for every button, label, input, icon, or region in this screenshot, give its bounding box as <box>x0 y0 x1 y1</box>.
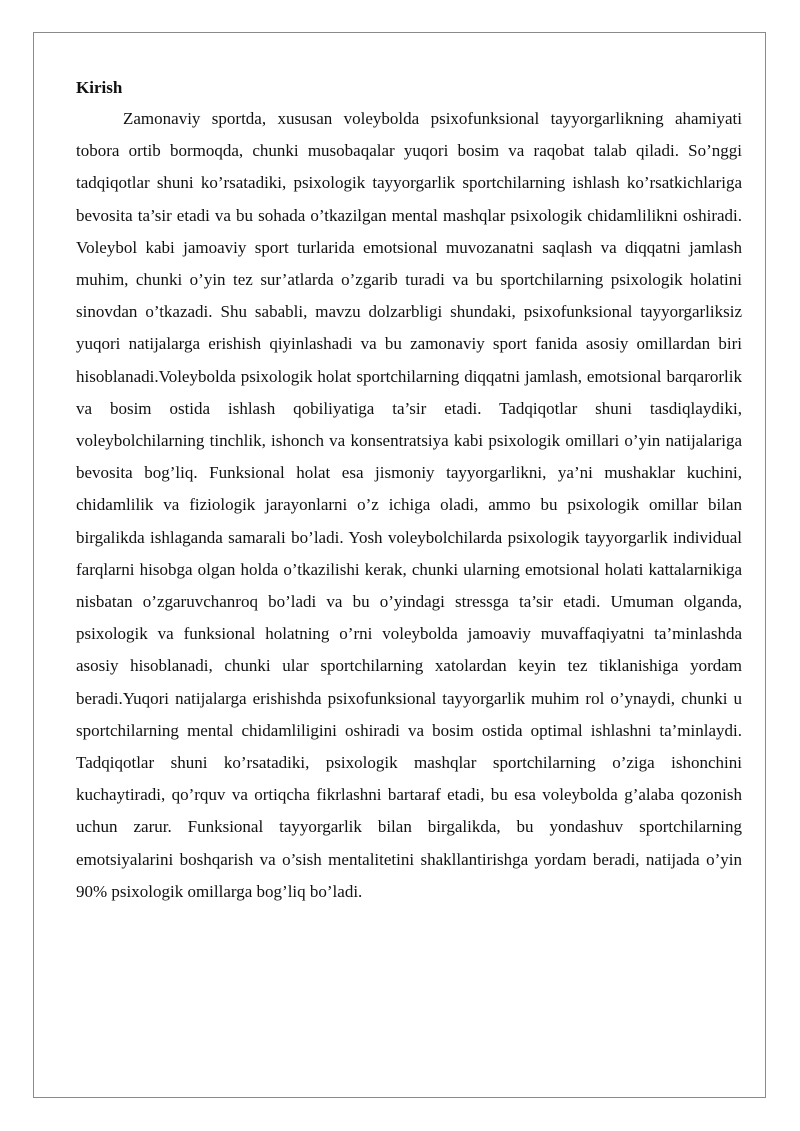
document-body <box>76 72 742 908</box>
section-heading: Kirish <box>76 78 123 97</box>
body-paragraph: Zamonaviy sportda, xususan voleybolda psixofunksional tayyorgarlikning ahamiyati tobora ortib bormoqda, chunki musobaqalar yuqori bosim va raqobat talab qiladi. So’nggi tadqiqotlar shuni ko’rsatadiki, psixologik tayyorgarlik sportchilarning ishlash ko’rsatkichlariga bevosita ta’sir etadi va bu sohada o’tkazilgan mental mashqlar psixologik chidamlilikni oshiradi. Voleybol kabi jamoaviy sport turlarida emotsional muvozanatni saqlash va diqqatni jamlash muhim, chunki o’yin tez sur’atlarda o’zgarib turadi va bu sportchilarning psixologik holatini sinovdan o’tkazadi. Shu sababli, mavzu dolzarbligi shundaki, psixofunksional tayyorgarliksiz yuqori natijalarga erishish qiyinlashadi va bu zamonaviy sport fanida asosiy omillardan biri hisoblanadi.Voleybolda psixologik holat sportchilarning diqqatni jamlash, emotsional barqarorlik va bosim ostida ishlash qobiliyatiga ta’sir etadi. Tadqiqotlar shuni tasdiqlaydiki, voleybolchilarning tinchlik, ishonch va konsentratsiya kabi psixologik omillari o’yin natijalariga bevosita bog’liq. Funksional holat esa jismoniy tayyorgarlikni, ya’ni mushaklar kuchini, chidamlilik va fiziologik jarayonlarni o’z ichiga oladi, ammo bu psixologik omillar bilan birgalikda ishlaganda samarali bo’ladi. Yosh voleybolchilarda psixologik tayyorgarlik individual farqlarni hisobga olgan holda o’tkazilishi kerak, chunki ularning emotsional holati kattalarnikiga nisbatan o’zgaruvchanroq bo’ladi va bu o’yindagi stressga ta’sir etadi. Umuman olganda, psixologik va funksional holatning o’rni voleybolda jamoaviy muvaffaqiyatni ta’minlashda asosiy hisoblanadi, chunki ular sportchilarning xatolardan keyin tez tiklanishiga yordam beradi.Yuqori natijalarga erishishda psixofunksional tayyorgarlik muhim rol o’ynaydi, chunki u sportchilarning mental chidamliligini oshiradi va bosim ostida optimal ishlashni ta’minlaydi. Tadqiqotlar shuni ko’rsatadiki, psixologik mashqlar sportchilarning o’ziga ishonchini kuchaytiradi, qo’rquv va ortiqcha fikrlashni bartaraf etadi, bu esa voleybolda g’alaba qozonish uchun zarur. Funksional tayyorgarlik bilan birgalikda, bu yondashuv sportchilarning emotsiyalarini boshqarish va o’sish mentalitetini shakllantirishga yordam beradi, natijada o’yin 90% psixologik omillarga bog’liq bo’ladi. <box>76 109 742 901</box>
